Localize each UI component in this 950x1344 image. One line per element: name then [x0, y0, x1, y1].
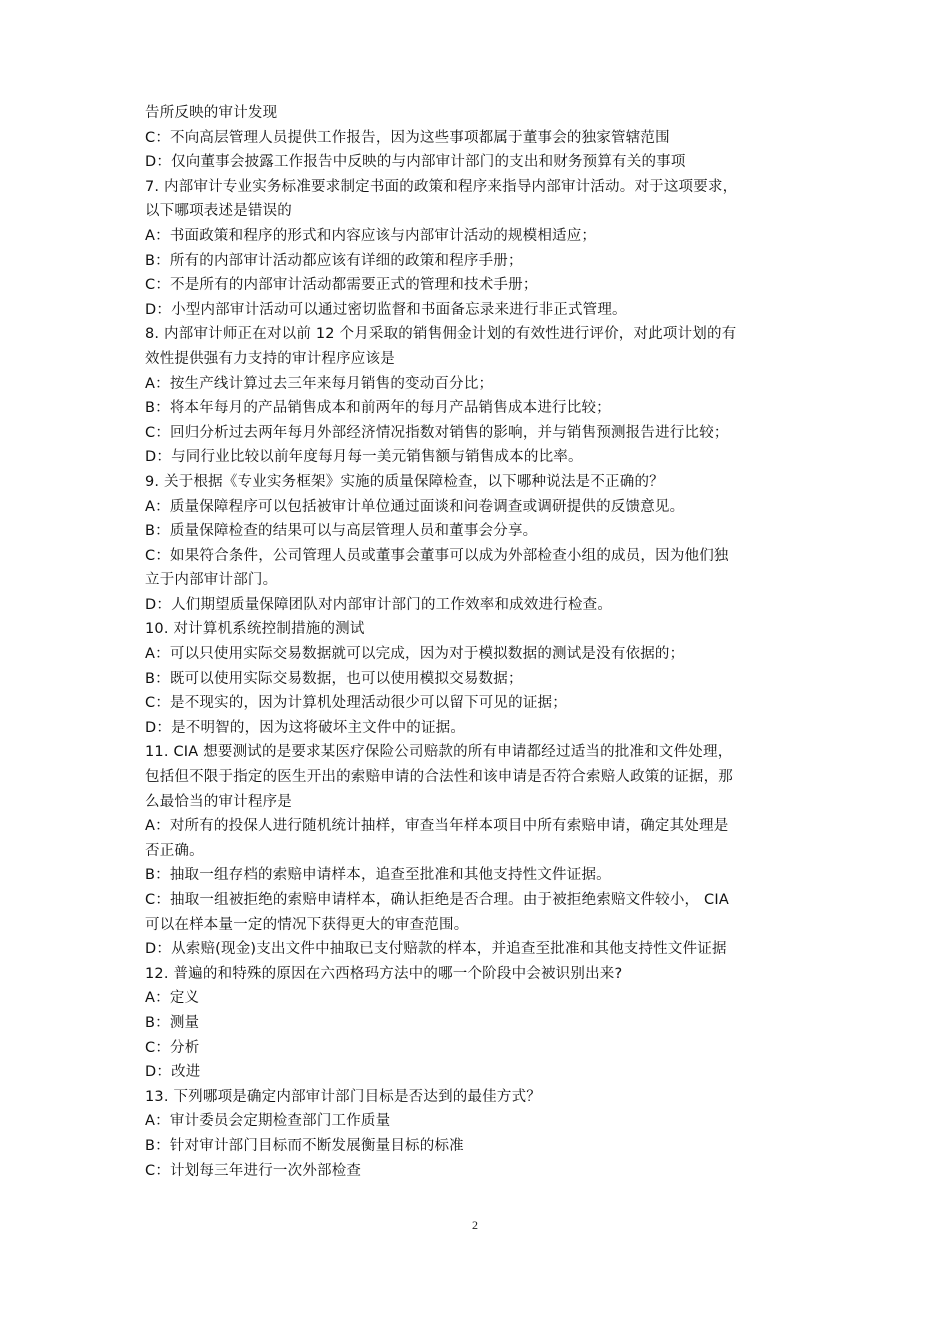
text-line: C：不是所有的内部审计活动都需要正式的管理和技术手册；: [145, 277, 538, 294]
text-line: C：计划每三年进行一次外部检查: [145, 1162, 362, 1179]
text-line: A：质量保障程序可以包括被审计单位通过面谈和问卷调查或调研提供的反馈意见。: [145, 498, 685, 515]
text-line: C：如果符合条件，公司管理人员或董事会董事可以成为外部检查小组的成员，因为他们独: [145, 547, 729, 564]
text-line: A：按生产线计算过去三年来每月销售的变动百分比；: [145, 375, 494, 392]
text-line: A：对所有的投保人进行随机统计抽样，审查当年样本项目中所有索赔申请，确定其处理是: [145, 818, 729, 835]
text-line: B：抽取一组存档的索赔申请样本，追查至批准和其他支持性文件证据。: [145, 867, 611, 884]
text-line: B：既可以使用实际交易数据，也可以使用模拟交易数据；: [145, 670, 523, 687]
text-line: 11. CIA 想要测试的是要求某医疗保险公司赔款的所有申请都经过适当的批准和文件处理，: [145, 744, 733, 761]
text-line: D：从索赔(现金)支出文件中抽取已支付赔款的样本，并追查至批准和其他支持性文件证据: [145, 941, 727, 958]
text-line: C：回归分析过去两年每月外部经济情况指数对销售的影响，并与销售预测报告进行比较；: [145, 424, 729, 441]
text-line: 8. 内部审计师正在对以前 12 个月采取的销售佣金计划的有效性进行评价，对此项计划的有: [145, 326, 737, 343]
text-line: D：人们期望质量保障团队对内部审计部门的工作效率和成效进行检查。: [145, 596, 613, 613]
text-line: D：改进: [145, 1064, 201, 1081]
text-line: D：仅向董事会披露工作报告中反映的与内部审计部门的支出和财务预算有关的事项: [145, 154, 686, 171]
text-line: A：定义: [145, 990, 200, 1007]
text-line: A：可以只使用实际交易数据就可以完成，因为对于模拟数据的测试是没有依据的；: [145, 646, 685, 663]
page-number: 2: [472, 1218, 478, 1232]
text-line: A：书面政策和程序的形式和内容应该与内部审计活动的规模相适应；: [145, 227, 597, 244]
document-body: [145, 101, 813, 1183]
text-line: C：不向高层管理人员提供工作报告，因为这些事项都属于董事会的独家管辖范围: [145, 129, 670, 146]
text-line: B：所有的内部审计活动都应该有详细的政策和程序手册；: [145, 252, 523, 269]
text-line: 以下哪项表述是错误的: [145, 203, 292, 220]
text-line: 13. 下列哪项是确定内部审计部门目标是否达到的最佳方式？: [145, 1088, 541, 1105]
text-line: 否正确。: [145, 842, 204, 859]
text-line: 效性提供强有力支持的审计程序应该是: [145, 350, 395, 367]
text-line: 告所反映的审计发现: [145, 105, 278, 121]
text-line: 12. 普遍的和特殊的原因在六西格玛方法中的哪一个阶段中会被识别出来?: [145, 965, 623, 982]
text-line: B：质量保障检查的结果可以与高层管理人员和董事会分享。: [145, 523, 538, 540]
text-line: C：是不现实的，因为计算机处理活动很少可以留下可见的证据；: [145, 695, 567, 712]
text-line: D：小型内部审计活动可以通过密切监督和书面备忘录来进行非正式管理。: [145, 301, 627, 318]
text-line: C：抽取一组被拒绝的索赔申请样本，确认拒绝是否合理。由于被拒绝索赔文件较小， CIA: [145, 892, 729, 908]
text-line: 10. 对计算机系统控制措施的测试: [145, 621, 365, 638]
text-line: D：与同行业比较以前年度每月每一美元销售额与销售成本的比率。: [145, 449, 583, 466]
text-line: 立于内部审计部门。: [145, 572, 278, 589]
text-line: B：测量: [145, 1014, 200, 1031]
text-line: 包括但不限于指定的医生开出的索赔申请的合法性和该申请是否符合索赔人政策的证据，那: [145, 769, 733, 786]
text-line: 可以在样本量一定的情况下获得更大的审查范围。: [145, 916, 469, 933]
text-line: 么最恰当的审计程序是: [145, 793, 292, 810]
text-line: 9. 关于根据《专业实务框架》实施的质量保障检查，以下哪种说法是不正确的？: [145, 473, 664, 490]
text-line: B：将本年每月的产品销售成本和前两年的每月产品销售成本进行比较；: [145, 400, 611, 417]
text-line: A：审计委员会定期检查部门工作质量: [145, 1113, 391, 1130]
text-line: B：针对审计部门目标而不断发展衡量目标的标准: [145, 1137, 464, 1154]
text-line: 7. 内部审计专业实务标准要求制定书面的政策和程序来指导内部审计活动。对于这项要求，: [145, 178, 738, 195]
text-line: D：是不明智的，因为这将破坏主文件中的证据。: [145, 719, 466, 736]
text-line: C：分析: [145, 1039, 200, 1056]
